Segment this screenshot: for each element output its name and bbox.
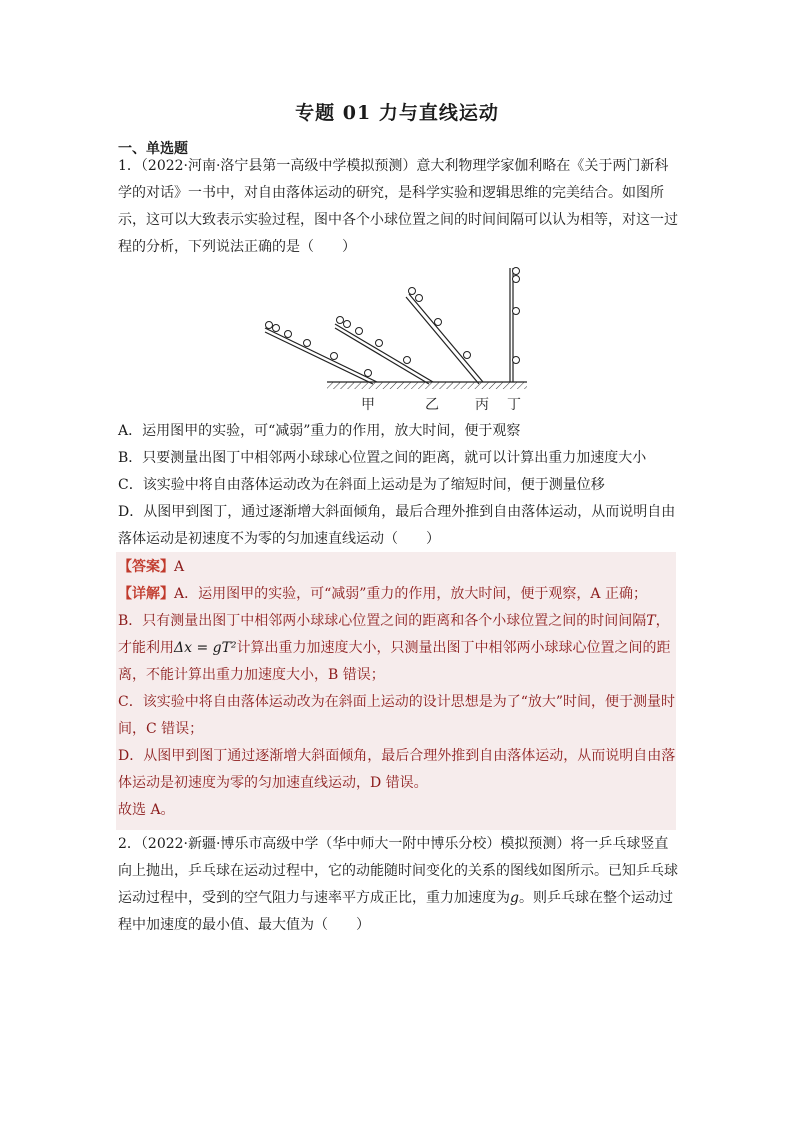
detail-b-T: T — [646, 613, 656, 629]
detail-b-part1: B．只有测量出图丁中相邻两小球球心位置之间的距离和各个小球位置之间的时间间隔 — [118, 613, 647, 629]
galileo-incline-figure — [255, 262, 545, 418]
detail-a: A．运用图甲的实验，可“减弱”重力的作用，放大时间，便于观察，A 正确； — [174, 586, 647, 602]
detail-b-part3: 计算出重力加速度大小，只测量出图丁中相邻两小球球心位置之间的距离，不能计算出重力加速度大小，B 错误； — [118, 640, 671, 683]
q2-g: g — [510, 890, 519, 906]
detail-d: D．从图甲到图丁通过逐渐增大斜面倾角，最后合理外推到自由落体运动，从而说明自由落体运动是初速度为零的匀加速直线运动，D 错误。 — [118, 748, 676, 791]
answer-line — [118, 554, 676, 581]
option-b: B．只要测量出图丁中相邻两小球球心位置之间的距离，就可以计算出重力加速度大小 — [118, 450, 647, 466]
question-1-stem: 1．（2022·河南·洛宁县第一高级中学模拟预测）意大利物理学家伽利略在《关于两门新科学的对话》一书中，对自由落体运动的研究，是科学实验和逻辑思维的完美结合。如图所示，这可以大致表示实验过程，图中各个小球位置之间的时间间隔可以认为相等，对这一过程的分析，下列说法正确的是（ ） — [118, 158, 678, 255]
detail-a-line — [118, 581, 676, 608]
section-heading: 一、单选题 — [118, 141, 188, 157]
label-yi: 乙 — [425, 397, 439, 413]
conclusion: 故选 A。 — [118, 802, 175, 818]
answer-value: A — [174, 559, 185, 575]
formula: Δx = gT² — [174, 640, 237, 656]
label-jia: 甲 — [361, 397, 375, 413]
option-a: A．运用图甲的实验，可“减弱”重力的作用，放大时间，便于观察 — [118, 423, 521, 439]
option-d: D．从图甲到图丁，通过逐渐增大斜面倾角，最后合理外推到自由落体运动，从而说明自由落体运动是初速度不为零的匀加速直线运动（ ） — [118, 504, 676, 547]
q2-part2: 。则乒乓球在整个运动过程中加速度的最小值、最大值为（ ） — [118, 890, 673, 933]
label-bing: 丙 — [475, 397, 489, 413]
option-c: C．该实验中将自由落体运动改为在斜面上运动是为了缩短时间，便于测量位移 — [118, 477, 605, 493]
detail-b — [118, 608, 676, 689]
detail-tag: 【详解】 — [118, 586, 174, 602]
answer-tag: 【答案】 — [118, 559, 174, 575]
label-ding: 丁 — [507, 397, 521, 413]
q2-part1: 2．（2022·新疆·博乐市高级中学（华中师大一附中博乐分校）模拟预测）将一乒乓球竖直向上抛出，乒乓球在运动过程中，它的动能随时间变化的关系的图线如图所示。已知乒乓球运动过程中，受到的空气阻力与速率平方成正比，重力加速度为 — [118, 836, 678, 906]
question-2-stem — [118, 831, 678, 939]
detail-b-part2: ，才能利用 — [118, 613, 670, 656]
detail-c: C．该实验中将自由落体运动改为在斜面上运动的设计思想是为了“放大”时间，便于测量时间，C 错误； — [118, 694, 676, 737]
page-title: 专题 01 力与直线运动 — [295, 102, 499, 124]
